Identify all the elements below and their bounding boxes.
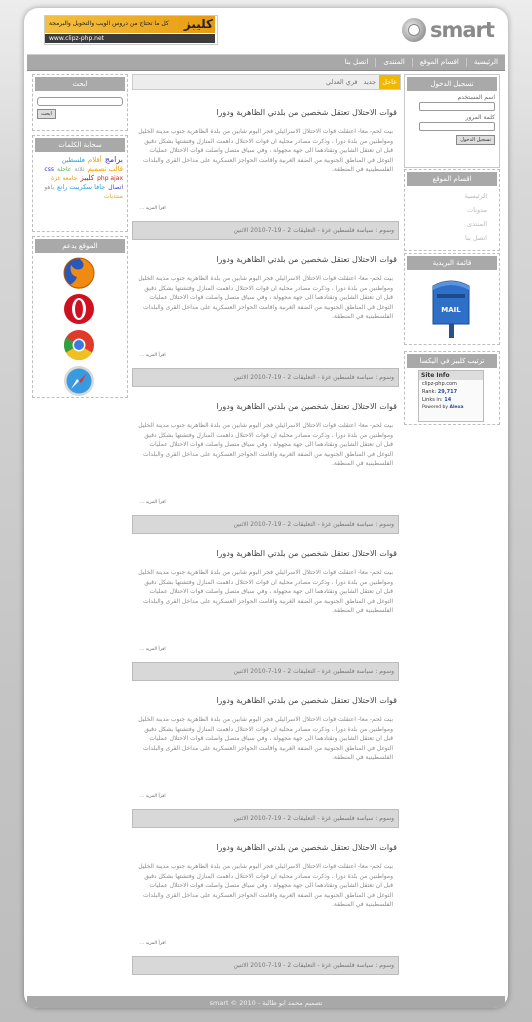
tag-link[interactable]: قالب تصميم: [87, 165, 123, 173]
username-label: اسم المستخدم: [457, 94, 495, 101]
post-body: بيت لحم- معا- اعتقلت قوات الاحتلال الاسرائيلي فجر اليوم شابين من بلدة الظاهرية جنوب مدينة الخليل ومواطنين من بلدة دورا ، وذكرت مصادر محلية ان قوات الاحتلال داهمت المنازل وفتشتها بشكل دقيق قبل ان تعتقل الشابين وتقتادهما الى جهة مجهولة ، وفي سياق متصل واصلت قوات الاحتلال عمليات التوغل في المناطق الجنوبية من الضفة الغربية واقامت الحواجز العسكرية على مداخل القرى والبلدات الفلسطينية في المنطقة.: [138, 275, 393, 321]
safari-icon: [63, 365, 95, 397]
post: [132, 696, 399, 822]
post-meta-bar: [132, 368, 399, 387]
mailbox-label: MAIL: [441, 306, 461, 314]
alexa-rank-row: [419, 388, 483, 396]
post: [132, 108, 399, 234]
tag-link[interactable]: عاجلة: [56, 166, 72, 173]
banner-text: كل ما تحتاج من دروس الويب والتحويل والبرمجة: [49, 20, 169, 27]
username-input[interactable]: [419, 102, 495, 111]
tag-cloud: [37, 155, 123, 227]
tag-link[interactable]: ياهو: [44, 184, 55, 191]
tag-link[interactable]: فلسطين: [61, 156, 85, 164]
footer: تصميم محمد ابو طالبة - 2010 © smart: [27, 996, 505, 1008]
smart-logo-icon: [402, 18, 426, 42]
sections-box: [404, 169, 500, 251]
section-link-contact[interactable]: اتصل بنا: [465, 234, 487, 242]
tag-link[interactable]: php ajax: [97, 175, 123, 182]
page: [24, 8, 508, 1008]
post: [132, 255, 399, 381]
ticker-item[interactable]: جديد: [363, 78, 377, 86]
ticker-urgent[interactable]: عاجل: [379, 75, 400, 89]
login-button[interactable]: تسجيل الدخول: [456, 135, 495, 145]
nav-item-contact[interactable]: اتصل بنا: [344, 58, 369, 66]
post-meta-text: وسوم : سياسة فلسطين غزة - التعليقات 2 - 19-7-2010 الاثنين: [233, 962, 394, 969]
alexa-header: Site Info: [419, 371, 483, 380]
alexa-brand: Alexa: [449, 405, 464, 410]
alexa-powered-row: [419, 404, 483, 411]
mailing-list-title: قائمة البريدية: [407, 256, 497, 270]
post-body: بيت لحم- معا- اعتقلت قوات الاحتلال الاسرائيلي فجر اليوم شابين من بلدة الظاهرية جنوب مدينة الخليل ومواطنين من بلدة دورا ، وذكرت مصادر محلية ان قوات الاحتلال داهمت المنازل وفتشتها بشكل دقيق قبل ان تعتقل الشابين وتقتادهما الى جهة مجهولة ، وفي سياق متصل واصلت قوات الاحتلال عمليات التوغل في المناطق الجنوبية من الضفة الغربية واقامت الحواجز العسكرية على مداخل القرى والبلدات الفلسطينية في المنطقة.: [138, 569, 393, 615]
post-meta-bar: [132, 662, 399, 681]
post-title[interactable]: قوات الاحتلال تعتقل شخصين من بلدتي الظاهرية ودورا: [216, 549, 397, 558]
news-ticker: [132, 74, 401, 90]
browsers-title: الموقع يدعم: [35, 239, 125, 253]
sections-title: اقسام الموقع: [407, 172, 497, 186]
post: [132, 549, 399, 675]
post-body: بيت لحم- معا- اعتقلت قوات الاحتلال الاسرائيلي فجر اليوم شابين من بلدة الظاهرية جنوب مدينة الخليل ومواطنين من بلدة دورا ، وذكرت مصادر محلية ان قوات الاحتلال داهمت المنازل وفتشتها بشكل دقيق قبل ان تعتقل الشابين وتقتادهما الى جهة مجهولة ، وفي سياق متصل واصلت قوات الاحتلال عمليات التوغل في المناطق الجنوبية من الضفة الغربية واقامت الحواجز العسكرية على مداخل القرى والبلدات الفلسطينية في المنطقة.: [138, 863, 393, 909]
mailbox-icon[interactable]: [429, 276, 473, 338]
alexa-site: clipz-php.com: [422, 381, 457, 387]
mailing-list-box: [404, 253, 500, 345]
ticker-item[interactable]: قري العدلي: [325, 78, 358, 86]
password-input[interactable]: [419, 122, 495, 131]
banner-url: www.clipz-php.net: [45, 34, 215, 43]
tag-link[interactable]: برامج: [104, 155, 123, 164]
read-more-link[interactable]: اقرأ المزيد ...: [140, 647, 166, 652]
search-button[interactable]: ابحث: [37, 109, 56, 119]
post-title[interactable]: قوات الاحتلال تعتقل شخصين من بلدتي الظاهرية ودورا: [216, 402, 397, 411]
tag-link[interactable]: جامعة غزة: [50, 175, 78, 182]
opera-icon: [63, 293, 95, 325]
tag-link[interactable]: css: [44, 166, 54, 173]
logo-text: smart: [430, 18, 494, 42]
read-more-link[interactable]: اقرأ المزيد ...: [140, 206, 166, 211]
section-link-blogs[interactable]: مدونات: [467, 206, 487, 214]
site-logo[interactable]: [402, 18, 494, 44]
post-meta-bar: [132, 515, 399, 534]
post-body: بيت لحم- معا- اعتقلت قوات الاحتلال الاسرائيلي فجر اليوم شابين من بلدة الظاهرية جنوب مدينة الخليل ومواطنين من بلدة دورا ، وذكرت مصادر محلية ان قوات الاحتلال داهمت المنازل وفتشتها بشكل دقيق قبل ان تعتقل الشابين وتقتادهما الى جهة مجهولة ، وفي سياق متصل واصلت قوات الاحتلال عمليات التوغل في المناطق الجنوبية من الضفة الغربية واقامت الحواجز العسكرية على مداخل القرى والبلدات الفلسطينية في المنطقة.: [138, 716, 393, 762]
post-meta-bar: [132, 809, 399, 828]
tag-cloud-title: سحابة الكلمات: [35, 138, 125, 152]
post-body: بيت لحم- معا- اعتقلت قوات الاحتلال الاسرائيلي فجر اليوم شابين من بلدة الظاهرية جنوب مدينة الخليل ومواطنين من بلدة دورا ، وذكرت مصادر محلية ان قوات الاحتلال داهمت المنازل وفتشتها بشكل دقيق قبل ان تعتقل الشابين وتقتادهما الى جهة مجهولة ، وفي سياق متصل واصلت قوات الاحتلال عمليات التوغل في المناطق الجنوبية من الضفة الغربية واقامت الحواجز العسكرية على مداخل القرى والبلدات الفلسطينية في المنطقة.: [138, 422, 393, 468]
clipz-banner[interactable]: [44, 15, 218, 45]
post-meta-bar: [132, 221, 399, 240]
login-title: تسجيل الدخول: [407, 77, 497, 91]
alexa-rank: 29,717: [437, 389, 458, 395]
main-nav: [27, 54, 505, 71]
read-more-link[interactable]: اقرأ المزيد ...: [140, 353, 166, 358]
tag-link[interactable]: اتصال: [108, 184, 123, 191]
post-meta-text: وسوم : سياسة فلسطين غزة - التعليقات 2 - 19-7-2010 الاثنين: [233, 815, 394, 822]
nav-item-home[interactable]: الرئيسية: [473, 58, 498, 66]
read-more-link[interactable]: اقرأ المزيد ...: [140, 941, 166, 946]
post-meta-text: وسوم : سياسة فلسطين غزة - التعليقات 2 - 19-7-2010 الاثنين: [233, 374, 394, 381]
browsers-box: [32, 236, 128, 398]
post-body: بيت لحم- معا- اعتقلت قوات الاحتلال الاسرائيلي فجر اليوم شابين من بلدة الظاهرية جنوب مدينة الخليل ومواطنين من بلدة دورا ، وذكرت مصادر محلية ان قوات الاحتلال داهمت المنازل وفتشتها بشكل دقيق قبل ان تعتقل الشابين وتقتادهما الى جهة مجهولة ، وفي سياق متصل واصلت قوات الاحتلال عمليات التوغل في المناطق الجنوبية من الضفة الغربية واقامت الحواجز العسكرية على مداخل القرى والبلدات الفلسطينية في المنطقة.: [138, 128, 393, 174]
alexa-links-label: Links in:: [422, 397, 443, 403]
post-meta-text: وسوم : سياسة فلسطين غزة - التعليقات 2 - 19-7-2010 الاثنين: [233, 668, 394, 675]
password-label: كلمة المرور: [465, 114, 495, 121]
alexa-links-row: [419, 396, 483, 404]
alexa-links: 14: [444, 397, 452, 403]
post-title[interactable]: قوات الاحتلال تعتقل شخصين من بلدتي الظاهرية ودورا: [216, 108, 397, 117]
search-input[interactable]: [37, 97, 123, 106]
alexa-widget[interactable]: [418, 370, 484, 422]
alexa-box: [404, 351, 500, 425]
tag-link[interactable]: جافا سكريبت راتع: [57, 183, 106, 191]
alexa-rank-label: Rank:: [422, 389, 437, 395]
nav-item-forum[interactable]: المنتدى: [383, 58, 405, 66]
read-more-link[interactable]: اقرأ المزيد ...: [140, 794, 166, 799]
alexa-powered: Powered by: [422, 405, 449, 410]
section-link-home[interactable]: الرئيسية: [464, 192, 487, 200]
chrome-icon: [63, 329, 95, 361]
post: [132, 843, 399, 969]
post-meta-text: وسوم : سياسة فلسطين غزة - التعليقات 2 - 19-7-2010 الاثنين: [233, 521, 394, 528]
search-box: [32, 74, 128, 131]
nav-item-sections[interactable]: اقسام الموقع: [419, 58, 459, 66]
login-box: [404, 74, 500, 168]
post: [132, 402, 399, 528]
firefox-icon: [63, 257, 95, 289]
post-meta-text: وسوم : سياسة فلسطين غزة - التعليقات 2 - 19-7-2010 الاثنين: [233, 227, 394, 234]
search-title: ابحث: [35, 77, 125, 91]
tag-link[interactable]: كليبز: [80, 174, 95, 182]
post-meta-bar: [132, 956, 399, 975]
tag-cloud-box: [32, 135, 128, 232]
read-more-link[interactable]: اقرأ المزيد ...: [140, 500, 166, 505]
section-link-forum[interactable]: المنتدى: [467, 220, 487, 228]
post-title[interactable]: قوات الاحتلال تعتقل شخصين من بلدتي الظاهرية ودورا: [216, 696, 397, 705]
post-title[interactable]: قوات الاحتلال تعتقل شخصين من بلدتي الظاهرية ودورا: [216, 843, 397, 852]
alexa-title: ترتيب كليبز في اليكسا: [407, 354, 497, 368]
post-title[interactable]: قوات الاحتلال تعتقل شخصين من بلدتي الظاهرية ودورا: [216, 255, 397, 264]
banner-brand: كليبز: [183, 17, 213, 31]
tag-link[interactable]: منتديات: [103, 193, 123, 200]
tag-link[interactable]: أفلام: [87, 156, 102, 164]
tag-link[interactable]: ثلاثة: [74, 166, 85, 173]
